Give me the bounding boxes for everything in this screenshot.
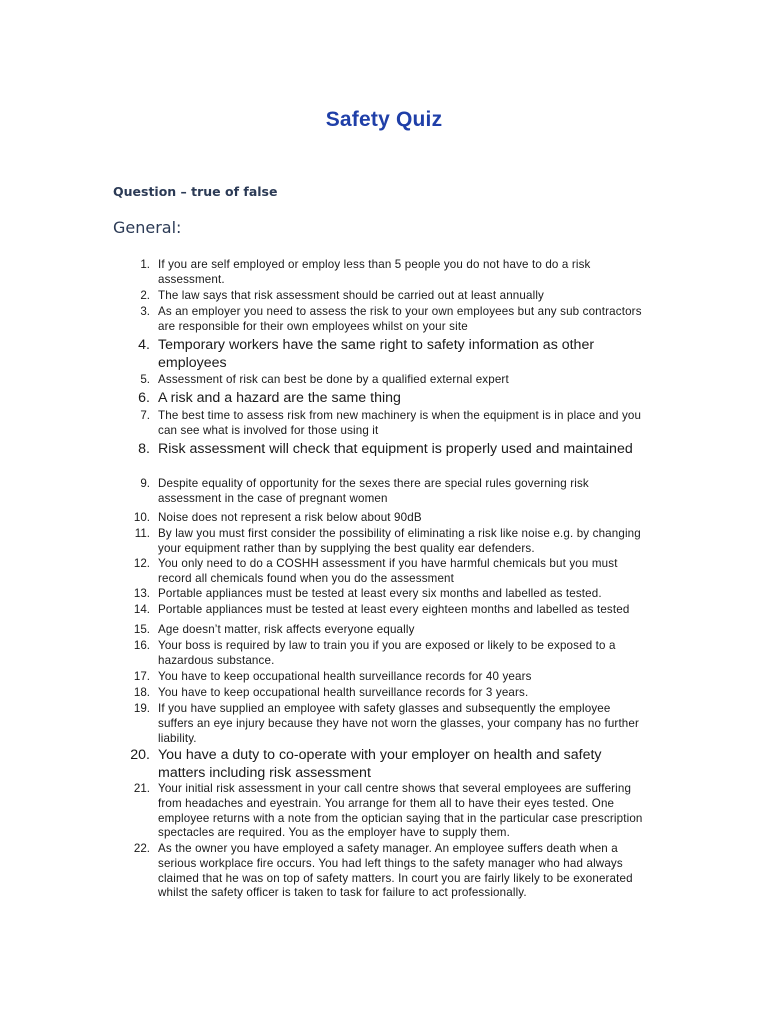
question-text: Your boss is required by law to train you if you are exposed or likely to be exposed to a hazardous substance.	[158, 639, 616, 667]
question-number: 15.	[133, 623, 150, 636]
question-number: 17.	[133, 670, 150, 683]
question-text: You have to keep occupational health surveillance records for 40 years	[158, 670, 532, 683]
question-number: 5.	[140, 373, 150, 386]
question-number: 3.	[140, 305, 150, 318]
question-number: 7.	[140, 409, 150, 422]
section-heading: General:	[113, 218, 182, 237]
question-text: Despite equality of opportunity for the sexes there are special rules governing risk assessment in the case of pregnant women	[158, 477, 589, 505]
question-text: As an employer you need to assess the risk to your own employees but any sub contractors are responsible for their own employees whilst on your site	[158, 305, 642, 333]
question-text: Noise does not represent a risk below about 90dB	[158, 511, 422, 524]
question-number: 8.	[138, 441, 150, 457]
question-text: Your initial risk assessment in your call centre shows that several employees are suffering from headaches and eyestrain. You arrange for them all to have their eyes tested. One employee returns with a note from the optician saying that in the particular case prescription spectacles are required. You as the employer have to supply them.	[158, 782, 643, 840]
question-number: 11.	[134, 527, 150, 540]
question-text: Age doesn’t matter, risk affects everyone equally	[158, 623, 415, 636]
question-text: If you are self employed or employ less than 5 people you do not have to do a risk assessment.	[158, 258, 591, 286]
question-text: Risk assessment will check that equipment is properly used and maintained	[158, 441, 633, 457]
question-text: As the owner you have employed a safety manager. An employee suffers death when a serious workplace fire occurs. You had left things to the safety manager who had always claimed that he was on top of safety matters. In court you are fairly likely to be exonerated whilst the safety officer is taken to task for failure to act professionally.	[158, 842, 633, 900]
question-text: If you have supplied an employee with safety glasses and subsequently the employee suffers an eye injury because they have not worn the glasses, your company has no further liability.	[158, 702, 640, 745]
question-number: 20.	[130, 747, 150, 763]
question-text: Portable appliances must be tested at least every six months and labelled as tested.	[158, 587, 602, 600]
question-text: Assessment of risk can best be done by a qualified external expert	[158, 373, 509, 386]
question-number: 19.	[133, 702, 150, 715]
question-text: You only need to do a COSHH assessment if you have harmful chemicals but you must record all chemicals found when you do the assessment	[158, 557, 618, 585]
question-text: By law you must first consider the possibility of eliminating a risk like noise e.g. by changing your equipment rather than by supplying the best quality ear defenders.	[158, 527, 641, 555]
question-number: 14.	[133, 603, 150, 616]
question-text: You have a duty to co-operate with your employer on health and safety matters including risk assessment	[158, 747, 602, 781]
question-number: 10.	[133, 511, 150, 524]
question-number: 4.	[138, 337, 150, 353]
question-text: Portable appliances must be tested at least every eighteen months and labelled as tested	[158, 603, 630, 616]
question-text: You have to keep occupational health surveillance records for 3 years.	[158, 686, 529, 699]
question-number: 22.	[133, 842, 150, 855]
question-number: 18.	[133, 686, 150, 699]
quiz-subtitle: Question – true of false	[113, 184, 278, 199]
page-title: Safety Quiz	[325, 108, 443, 131]
question-number: 12.	[133, 557, 150, 570]
question-number: 9.	[140, 477, 150, 490]
question-number: 21.	[133, 782, 150, 795]
question-number: 2.	[140, 289, 150, 302]
question-text: The law says that risk assessment should be carried out at least annually	[158, 289, 545, 302]
question-number: 13.	[133, 587, 150, 600]
question-number: 6.	[138, 390, 150, 406]
question-text: A risk and a hazard are the same thing	[158, 390, 401, 406]
question-number: 1.	[140, 258, 150, 271]
question-text: The best time to assess risk from new machinery is when the equipment is in place and you can see what is involved for those using it	[158, 409, 642, 437]
question-number: 16.	[133, 639, 150, 652]
question-text: Temporary workers have the same right to safety information as other employees	[158, 337, 595, 371]
